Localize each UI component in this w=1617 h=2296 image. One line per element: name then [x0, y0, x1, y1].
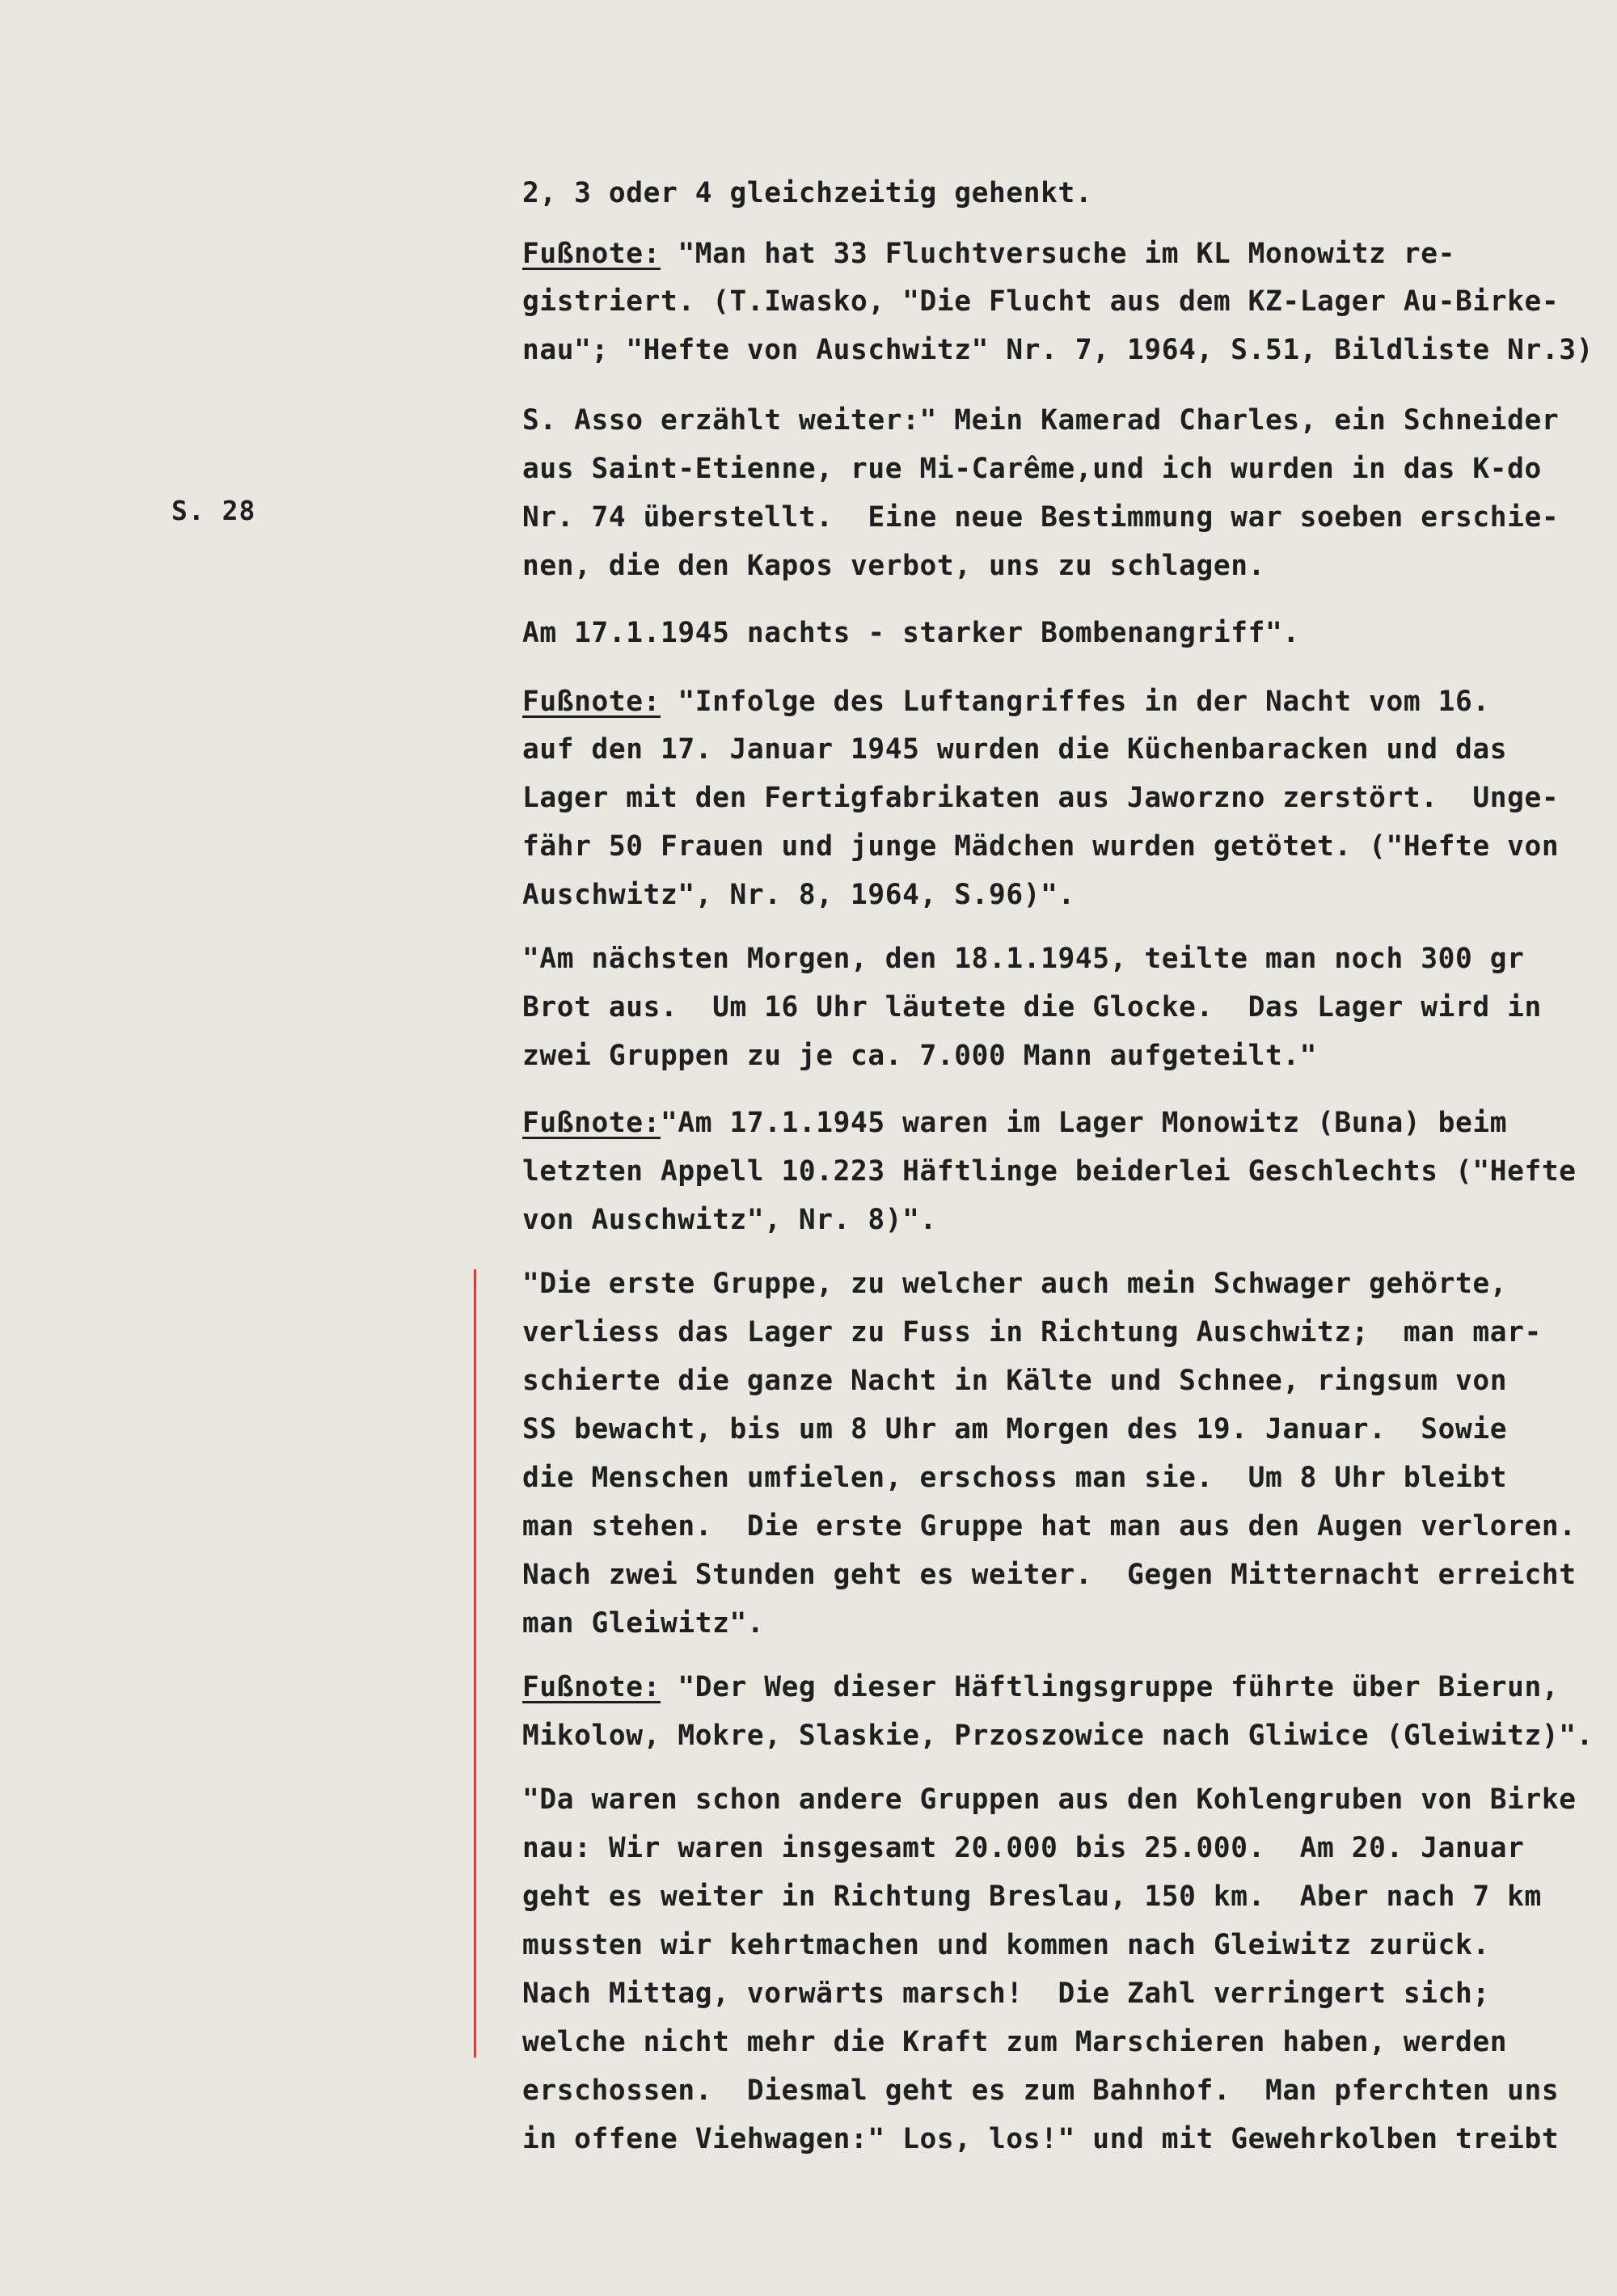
line-text: Brot aus. Um 16 Uhr läutete die Glocke. Das Lager wird in: [522, 991, 1542, 1023]
text-line: [522, 2074, 1560, 2107]
line-text: verliess das Lager zu Fuss in Richtung Auschwitz; man mar-: [522, 1316, 1542, 1348]
text-line: [522, 1880, 1542, 1913]
line-text: welche nicht mehr die Kraft zum Marschieren haben, werden: [522, 2026, 1508, 2058]
line-text: man Gleiwitz".: [522, 1607, 765, 1640]
text-line: [522, 688, 1490, 716]
text-line: [522, 404, 1560, 437]
text-line: [522, 1561, 1577, 1589]
line-text: 2, 3 oder 4 gleichzeitig gehenkt.: [522, 177, 1093, 209]
text-line: [522, 733, 1508, 766]
line-text: "Infolge des Luftangriffes in der Nacht vom 16.: [660, 686, 1490, 718]
line-text: SS bewacht, bis um 8 Uhr am Morgen des 19. Januar. Sowie: [522, 1413, 1508, 1446]
footnote-label: Fußnote:: [522, 1671, 661, 1703]
text-line: [522, 501, 1560, 534]
line-text: nau"; "Hefte von Auschwitz" Nr. 7, 1964, S.51, Bildliste Nr.3): [522, 334, 1594, 366]
text-line: [522, 1510, 1577, 1543]
text-line: [522, 1316, 1542, 1348]
line-text: schierte die ganze Nacht in Kälte und Schnee, ringsum von: [522, 1365, 1508, 1397]
line-text: "Am 17.1.1945 waren im Lager Monowitz (Buna) beim: [660, 1107, 1508, 1139]
line-text: auf den 17. Januar 1945 wurden die Küchenbaracken und das: [522, 733, 1508, 766]
text-line: [522, 1783, 1577, 1816]
text-line: [522, 619, 1300, 648]
line-text: fähr 50 Frauen und junge Mädchen wurden getötet. ("Hefte von: [522, 830, 1560, 863]
text-line: [522, 881, 1075, 910]
line-text: erschossen. Diesmal geht es zum Bahnhof. Man pferchten uns: [522, 2074, 1560, 2107]
line-text: "Die erste Gruppe, zu welcher auch mein Schwager gehörte,: [522, 1268, 1508, 1300]
text-line: [522, 991, 1542, 1023]
margin-page-reference: S. 28: [171, 495, 256, 526]
text-line: [522, 1042, 1317, 1070]
text-line: [522, 1834, 1525, 1863]
text-line: [522, 336, 1594, 365]
text-line: [522, 179, 1092, 208]
text-line: [522, 1270, 1507, 1298]
line-text: von Auschwitz", Nr. 8)".: [522, 1204, 937, 1236]
text-line: [522, 2125, 1559, 2154]
line-text: in offene Viehwagen:" Los, los!" und mit Gewehrkolben treibt: [522, 2123, 1560, 2155]
text-line: [522, 1607, 765, 1640]
line-text: "Der Weg dieser Häftlingsgruppe führte über Bierun,: [660, 1671, 1560, 1703]
text-line: [522, 1673, 1559, 1702]
line-text: nau: Wir waren insgesamt 20.000 bis 25.000. Am 20. Januar: [522, 1832, 1525, 1864]
text-line: [522, 1931, 1490, 1960]
text-line: [522, 830, 1560, 863]
line-text: Lager mit den Fertigfabrikaten aus Jaworzno zerstört. Unge-: [522, 782, 1560, 814]
line-text: mussten wir kehrtmachen und kommen nach Gleiwitz zurück.: [522, 1929, 1490, 1961]
margin-red-line: [474, 1269, 476, 2058]
text-line: [522, 1977, 1490, 2010]
line-text: Am 17.1.1945 nachts - starker Bombenangriff".: [522, 617, 1300, 649]
line-text: Nach Mittag, vorwärts marsch! Die Zahl verringert sich;: [522, 1977, 1490, 2010]
line-text: "Am nächsten Morgen, den 18.1.1945, teilte man noch 300 gr: [522, 943, 1525, 975]
text-line: [522, 1367, 1507, 1395]
line-text: "Man hat 33 Fluchtversuche im KL Monowitz re-: [660, 238, 1456, 270]
text-line: [522, 552, 1265, 580]
text-line: [522, 1464, 1507, 1492]
line-text: letzten Appell 10.223 Häftlinge beiderlei Geschlechts ("Hefte: [522, 1155, 1577, 1188]
text-line: [522, 1413, 1508, 1446]
line-text: geht es weiter in Richtung Breslau, 150 km. Aber nach 7 km: [522, 1880, 1542, 1913]
footnote-label: Fußnote:: [522, 686, 661, 718]
line-text: man stehen. Die erste Gruppe hat man aus den Augen verloren.: [522, 1510, 1577, 1543]
line-text: Mikolow, Mokre, Slaskie, Przoszowice nach Gliwice (Gleiwitz)".: [522, 1720, 1594, 1752]
line-text: nen, die den Kapos verbot, uns zu schlagen.: [522, 550, 1265, 582]
line-text: Auschwitz", Nr. 8, 1964, S.96)".: [522, 879, 1075, 911]
text-line: [522, 2028, 1507, 2057]
line-text: S. Asso erzählt weiter:" Mein Kamerad Charles, ein Schneider: [522, 404, 1560, 437]
text-line: [522, 1155, 1577, 1188]
text-line: [522, 1206, 937, 1235]
footnote-label: Fußnote:: [522, 238, 661, 270]
line-text: Nr. 74 überstellt. Eine neue Bestimmung war soeben erschie-: [522, 501, 1560, 534]
line-text: die Menschen umfielen, erschoss man sie. Um 8 Uhr bleibt: [522, 1462, 1508, 1494]
line-text: "Da waren schon andere Gruppen aus den Kohlengruben von Birke: [522, 1783, 1577, 1816]
text-line: [522, 1109, 1507, 1137]
line-text: Nach zwei Stunden geht es weiter. Gegen Mitternacht erreicht: [522, 1559, 1577, 1591]
text-line: [522, 455, 1542, 483]
text-line: [522, 784, 1559, 812]
text-line: [522, 285, 1560, 318]
line-text: aus Saint-Etienne, rue Mi-Carême,und ich wurden in das K-do: [522, 453, 1542, 485]
line-text: gistriert. (T.Iwasko, "Die Flucht aus dem KZ-Lager Au-Birke-: [522, 285, 1560, 318]
text-line: [522, 240, 1455, 268]
text-line: [522, 945, 1525, 973]
text-line: [522, 1722, 1594, 1750]
line-text: zwei Gruppen zu je ca. 7.000 Mann aufgeteilt.": [522, 1040, 1318, 1072]
footnote-label: Fußnote:: [522, 1107, 661, 1139]
